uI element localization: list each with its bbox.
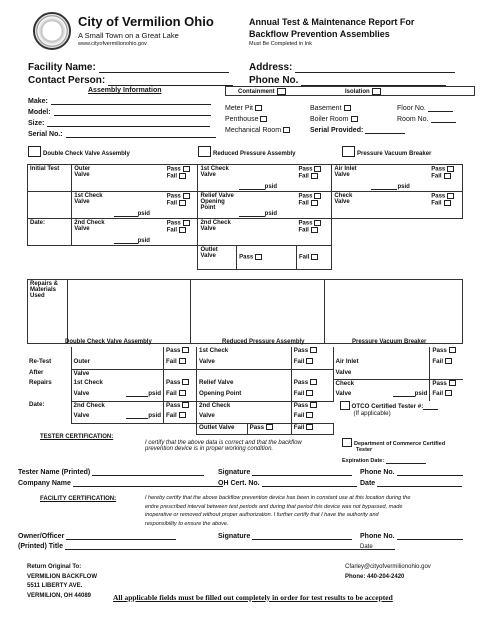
- rp-first-check-psid[interactable]: psid: [237, 165, 297, 192]
- retest-repairs: Repairs: [29, 379, 52, 386]
- retest-rp-first-pass[interactable]: Pass: [291, 347, 333, 358]
- retest-outer-fail[interactable]: Fail: [164, 358, 197, 369]
- retest-relief-fail[interactable]: Fail: [291, 390, 333, 401]
- company-name-field[interactable]: Company Name: [18, 480, 223, 487]
- retest-air-inlet-valve: Valve: [333, 369, 370, 379]
- retest-second-pass[interactable]: Pass: [164, 401, 197, 412]
- retest-table: [27, 347, 463, 435]
- check-valve-passfail[interactable]: Pass Fail: [429, 192, 462, 219]
- expiration-date-field[interactable]: Expiration Date:: [342, 458, 426, 464]
- tester-signature-field[interactable]: Signature: [218, 469, 352, 476]
- outlet-valve-fail[interactable]: Fail: [296, 246, 331, 270]
- size-field[interactable]: Size:: [28, 120, 210, 127]
- retest-first-fail[interactable]: Fail: [164, 390, 197, 401]
- retest-first-psid[interactable]: psid: [111, 390, 164, 401]
- retest-dcva-heading: Double Check Valve Assembly: [65, 339, 152, 345]
- tester-name-field[interactable]: Tester Name (Printed): [18, 469, 204, 476]
- make-field[interactable]: Make:: [28, 98, 211, 105]
- retest-after: After: [29, 369, 44, 376]
- retest-rp-second-fail[interactable]: Fail: [291, 412, 333, 423]
- second-check-passfail[interactable]: Pass Fail: [165, 219, 198, 246]
- serial-field[interactable]: Serial No.:: [28, 131, 216, 138]
- retest-relief-pass[interactable]: Pass: [291, 379, 333, 390]
- retest-check-fail[interactable]: Fail: [430, 390, 463, 401]
- mechanical-room-option[interactable]: Mechanical Room: [225, 127, 290, 134]
- retest-air-inlet-fail[interactable]: Fail: [430, 358, 463, 369]
- air-inlet-psid[interactable]: psid: [369, 165, 429, 192]
- outlet-valve-pass[interactable]: Pass: [237, 246, 297, 270]
- rp-second-check-label: 2nd Check Valve: [198, 219, 237, 246]
- retest-outlet-fail[interactable]: Fail: [291, 423, 333, 434]
- initial-test-table: [27, 164, 463, 270]
- retest-pvb-heading: Pressure Vacuum Breaker: [352, 339, 427, 345]
- penthouse-option[interactable]: Penthouse: [225, 116, 267, 123]
- basement-option[interactable]: Basement: [310, 105, 351, 112]
- tester-cert-title: TESTER CERTIFICATION:: [40, 434, 114, 440]
- address-field[interactable]: Address:: [249, 62, 455, 73]
- air-inlet-passfail[interactable]: Pass Fail: [429, 165, 462, 192]
- tester-phone-field[interactable]: Phone No.: [360, 469, 463, 476]
- retest-check-valve: Valve: [333, 390, 370, 401]
- retest-rp-second-pass[interactable]: Pass: [291, 401, 333, 412]
- retest-second-psid[interactable]: psid: [111, 412, 164, 423]
- retest-first-pass[interactable]: Pass: [164, 379, 197, 390]
- retest-air-inlet-label: Air Inlet: [333, 358, 370, 369]
- facility-cert-title: FACILITY CERTIFICATION:: [40, 496, 117, 502]
- retest-outlet-label: Outlet Valve: [197, 423, 248, 434]
- retest-outer-pass[interactable]: Pass: [164, 347, 197, 358]
- owner-signature-field[interactable]: Signature: [218, 533, 352, 540]
- contact-info: Cfarley@cityofvermilionohio.gov Phone: 440-204-2420: [345, 564, 431, 580]
- dcva-type-option[interactable]: Double Check Valve Assembly: [28, 146, 130, 157]
- retest-second-fail[interactable]: Fail: [164, 412, 197, 423]
- repairs-dcva-area[interactable]: [67, 280, 190, 344]
- retest-rp-first-fail[interactable]: Fail: [291, 358, 333, 369]
- retest-second-valve: Valve: [71, 412, 111, 423]
- retest-air-inlet-pass[interactable]: Pass: [430, 347, 463, 358]
- repairs-label: Repairs & Materials Used: [28, 280, 68, 344]
- oh-cert-field[interactable]: OH Cert. No.: [218, 480, 357, 487]
- tester-date-field[interactable]: Date: [360, 480, 462, 487]
- retest-relief-opening: Opening Point: [197, 390, 248, 401]
- printed-title-field[interactable]: (Printed) Title: [18, 543, 395, 550]
- retest-rp-second-label: 2nd Check: [197, 401, 248, 412]
- phone-field[interactable]: Phone No.: [249, 75, 446, 86]
- owner-date-field[interactable]: Date: [360, 544, 373, 550]
- rpa-type-option[interactable]: Reduced Pressure Assembly: [198, 146, 295, 157]
- retest-rp-second-valve: Valve: [197, 412, 248, 423]
- retest-outlet-pass[interactable]: Pass: [247, 423, 291, 434]
- second-check-psid[interactable]: psid: [112, 219, 165, 246]
- initial-date-label[interactable]: Date:: [28, 219, 72, 246]
- doc-certified-option[interactable]: Department of Commerce Certified Tester: [342, 438, 445, 453]
- boiler-room-option[interactable]: Boiler Room: [310, 116, 358, 123]
- facility-cert-text: I hereby certify that the above backflow prevention device has been in constant use at this location during the entire prescribed interval between test periods and during that period this device was not bypassed, made inoperative or removed without proper authorization. I further certify that I have the authority and responsibility to ensure the above.: [145, 495, 411, 527]
- otco-tester-field[interactable]: OTCO Certified Tester #: (If applicable): [333, 401, 463, 434]
- retest-relief-label: Relief Valve: [197, 379, 248, 390]
- retest-outer-valve: Valve: [71, 369, 111, 379]
- tester-cert-text: I certify that the above data is correct and that the backflow prevention device is in proper working condition.: [145, 440, 302, 452]
- rp-second-check-passfail[interactable]: Pass Fail: [296, 219, 331, 246]
- first-check-label: 1st Check Valve: [72, 192, 112, 219]
- floor-no-field[interactable]: Floor No.: [397, 105, 453, 112]
- rp-first-check-label: 1st Check Valve: [198, 165, 237, 192]
- pvb-type-option[interactable]: Pressure Vacuum Breaker: [342, 146, 431, 157]
- repairs-rpa-area[interactable]: [190, 280, 325, 344]
- rp-first-check-passfail[interactable]: Pass Fail: [296, 165, 331, 192]
- retest-check-label: Check: [333, 379, 370, 390]
- first-check-passfail[interactable]: Pass Fail: [165, 192, 198, 219]
- containment-option[interactable]: Containment: [238, 88, 286, 95]
- air-inlet-label: Air Inlet Valve: [332, 165, 370, 192]
- report-title-2: Backflow Prevention Assemblies: [249, 29, 390, 39]
- city-url[interactable]: www.cityofvermilionohio.gov: [78, 41, 147, 47]
- tagline: A Small Town on a Great Lake: [78, 31, 179, 40]
- completion-notice: All applicable fields must be filled out completely in order for test results to be accepted: [113, 593, 393, 602]
- first-check-psid[interactable]: psid: [112, 192, 165, 219]
- return-address: Return Original To: VERMILION BACKFLOW 5511 LIBERTY AVE. VERMILION, OH 44089: [27, 564, 97, 599]
- relief-valve-psid[interactable]: psid: [237, 192, 297, 219]
- relief-valve-label: Relief Valve Opening Point: [198, 192, 237, 219]
- outlet-valve-label: Outlet Valve: [198, 246, 237, 270]
- repairs-table: [27, 279, 463, 344]
- second-check-label: 2nd Check Valve: [72, 219, 112, 246]
- ink-note: Must Be Completed in Ink: [249, 41, 312, 47]
- model-field[interactable]: Model:: [28, 109, 211, 116]
- retest-first-check-label: 1st Check: [71, 379, 111, 390]
- initial-test-label: Initial Test: [28, 165, 72, 192]
- check-valve-label: Check Valve: [332, 192, 370, 219]
- retest-outer-label: Outer: [71, 358, 111, 369]
- isolation-option[interactable]: Isolation: [345, 88, 381, 95]
- repairs-pvb-area[interactable]: [325, 280, 463, 344]
- retest-check-psid[interactable]: psid: [370, 390, 429, 401]
- retest-first-valve: Valve: [71, 390, 111, 401]
- retest-date-label[interactable]: Date:: [29, 401, 45, 408]
- retest-rpa-heading: Reduced Pressure Assembly: [222, 339, 305, 345]
- city-name: City of Vermilion Ohio: [78, 14, 214, 29]
- retest-label: Re-Test: [29, 358, 52, 365]
- meter-pit-option[interactable]: Meter Pit: [225, 105, 262, 112]
- contact-email[interactable]: Cfarley@cityofvermilionohio.gov: [345, 564, 431, 570]
- retest-rp-first-check-label: 1st Check: [197, 347, 248, 358]
- retest-second-check-label: 2nd Check: [71, 401, 111, 412]
- outer-valve-passfail[interactable]: Pass Fail: [165, 165, 198, 192]
- outer-valve-label: Outer Valve: [72, 165, 112, 192]
- serial-provided-field[interactable]: Serial Provided:: [310, 127, 405, 134]
- facility-name-field[interactable]: Facility Name:: [28, 62, 229, 73]
- owner-officer-field[interactable]: Owner/Officer: [18, 533, 176, 540]
- assembly-info-title: Assembly Information: [88, 87, 162, 94]
- room-no-field[interactable]: Room No.: [397, 116, 456, 123]
- city-seal-logo: [33, 12, 71, 50]
- relief-valve-passfail[interactable]: Pass Fail: [296, 192, 331, 219]
- retest-check-pass[interactable]: Pass: [430, 379, 463, 390]
- contact-person-field[interactable]: Contact Person:: [28, 75, 233, 86]
- owner-phone-field[interactable]: Phone No.: [360, 533, 463, 540]
- retest-rp-first-valve: Valve: [197, 358, 248, 369]
- report-title-1: Annual Test & Maintenance Report For: [249, 17, 415, 27]
